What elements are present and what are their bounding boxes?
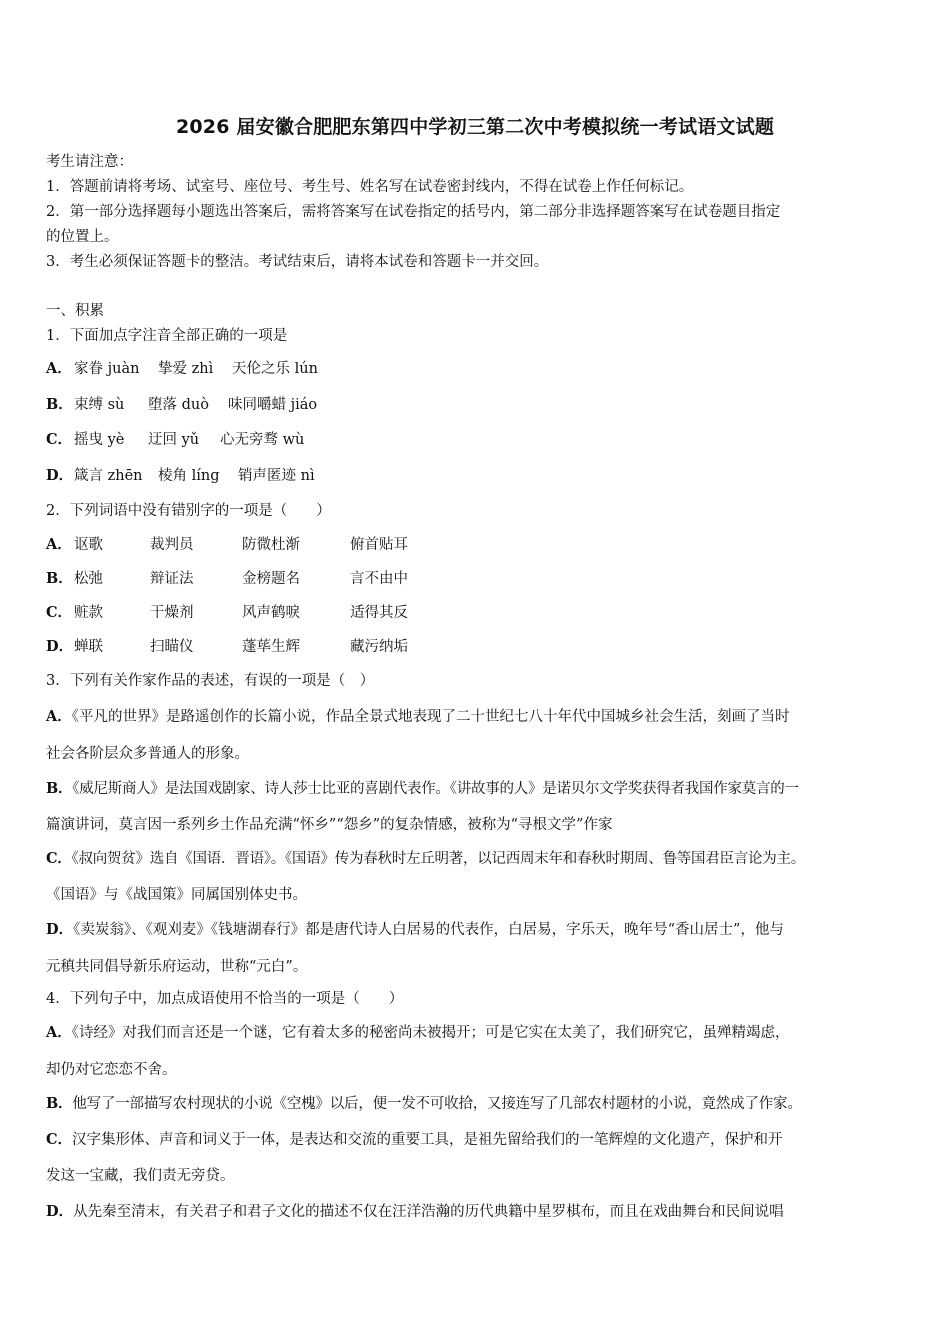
- option-text: 汉字集形体、声音和词义于一体，是表达和交流的重要工具，是祖先留给我们的一笔辉煌的文化遗产，保护和开: [72, 1132, 783, 1148]
- q3-option-b-cont: 篇演讲词，莫言因一系列乡土作品充满“怀乡”“怨乡”的复杂情感，被称为“寻根文学”作家: [46, 817, 613, 833]
- option-text: 《卖炭翁》、《观刈麦》《钱塘湖春行》都是唐代诗人白居易的代表作，白居易，字乐天，晚年号“香山居士”，他与: [73, 922, 784, 938]
- q3-option-d[interactable]: [46, 920, 784, 940]
- q4-option-d[interactable]: [46, 1202, 784, 1222]
- option-label: B．: [46, 780, 73, 797]
- option-item: 棱角 líng: [158, 468, 220, 484]
- q3-option-a-cont: 社会各阶层众多普通人的形象。: [46, 746, 249, 762]
- option-item: 箴言 zhēn: [74, 468, 143, 484]
- option-label: D．: [46, 921, 74, 938]
- option-item: 防微杜渐: [242, 537, 300, 553]
- question-3-stem: 3．下列有关作家作品的表述，有误的一项是（ ）: [46, 673, 375, 689]
- option-item: 蓬荜生辉: [242, 639, 300, 655]
- option-label: C．: [46, 1131, 73, 1148]
- section-heading: 一、积累: [46, 303, 104, 319]
- option-item: 赃款: [74, 605, 103, 621]
- option-label: C．: [46, 431, 73, 448]
- option-item: 蝉联: [74, 639, 103, 655]
- notice-item-3: 3．考生必须保证答题卡的整洁。考试结束后，请将本试卷和答题卡一并交回。: [46, 254, 549, 270]
- option-text: 他写了一部描写农村现状的小说《空槐》以后，便一发不可收拾，又接连写了几部农村题材的小说，竟然成了作家。: [72, 1096, 802, 1112]
- option-label: A．: [46, 536, 72, 553]
- question-2-stem: 2．下列词语中没有错别字的一项是（ ）: [46, 503, 331, 519]
- option-item: 讴歌: [74, 537, 103, 553]
- option-item: 束缚 sù: [74, 397, 125, 413]
- q3-option-b[interactable]: [46, 779, 799, 799]
- q4-option-c[interactable]: [46, 1130, 783, 1150]
- q4-option-c-cont: 发这一宝藏，我们责无旁贷。: [46, 1168, 235, 1184]
- option-text: 《平凡的世界》是路遥创作的长篇小说，作品全景式地表现了二十世纪七八十年代中国城乡社会生活，刻画了当时: [71, 709, 790, 725]
- option-text: 《诗经》对我们而言还是一个谜，它有着太多的秘密尚未被揭开；可是它实在太美了，我们研究它，虽殚精竭虑，: [71, 1025, 790, 1041]
- option-item: 扫瞄仪: [150, 639, 194, 655]
- option-item: 天伦之乐 lún: [232, 361, 318, 377]
- question-1-stem: 1．下面加点字注音全部正确的一项是: [46, 328, 288, 344]
- option-item: 销声匿迹 nì: [238, 468, 315, 484]
- notice-item-1: 1．答题前请将考场、试室号、座位号、考生号、姓名写在试卷密封线内，不得在试卷上作任何标记。: [46, 179, 694, 195]
- q3-option-c-cont: 《国语》与《战国策》同属国别体史书。: [46, 887, 307, 903]
- option-label: C．: [46, 850, 72, 867]
- option-item: 干燥剂: [150, 605, 194, 621]
- notice-item-2-cont: 的位置上。: [46, 229, 119, 245]
- option-label: B．: [46, 396, 73, 413]
- option-label: B．: [46, 570, 73, 587]
- option-item: 裁判员: [150, 537, 194, 553]
- option-item: 松弛: [74, 571, 103, 587]
- option-label: D．: [46, 638, 74, 655]
- notice-item-2: 2．第一部分选择题每小题选出答案后，需将答案写在试卷指定的括号内，第二部分非选择题答案写在试卷题目指定: [46, 204, 781, 220]
- q3-option-d-cont: 元稹共同倡导新乐府运动，世称“元白”。: [46, 959, 308, 975]
- option-label: A．: [46, 708, 72, 725]
- option-text: 《叔向贺贫》选自《国语．晋语》。《国语》传为春秋时左丘明著，以记西周末年和春秋时期周、鲁等国君臣言论为主。: [71, 851, 806, 867]
- q4-option-a[interactable]: [46, 1023, 790, 1043]
- q3-option-c[interactable]: [46, 849, 805, 869]
- option-label: C．: [46, 604, 73, 621]
- option-item: 味同嚼蜡 jiáo: [228, 397, 318, 413]
- option-item: 堕落 duò: [148, 397, 209, 413]
- q3-option-a[interactable]: [46, 707, 790, 727]
- option-item: 言不由中: [350, 571, 408, 587]
- question-4-stem: 4．下列句子中，加点成语使用不恰当的一项是（ ）: [46, 991, 404, 1007]
- q4-option-a-cont: 却仍对它恋恋不舍。: [46, 1062, 177, 1078]
- q4-option-b[interactable]: [46, 1094, 802, 1114]
- option-item: 挚爱 zhì: [158, 361, 214, 377]
- option-text: 从先秦至清末，有关君子和君子文化的描述不仅在汪洋浩瀚的历代典籍中星罗棋布，而且在戏曲舞台和民间说唱: [73, 1204, 784, 1220]
- option-label: A．: [46, 360, 72, 377]
- option-label: B．: [46, 1095, 73, 1112]
- option-item: 摇曳 yè: [74, 432, 125, 448]
- option-label: D．: [46, 467, 74, 484]
- option-item: 适得其反: [350, 605, 408, 621]
- notice-heading: 考生请注意：: [46, 154, 133, 170]
- option-label: D．: [46, 1203, 74, 1220]
- option-item: 风声鹤唳: [242, 605, 300, 621]
- option-item: 藏污纳垢: [350, 639, 408, 655]
- option-item: 辩证法: [150, 571, 194, 587]
- option-item: 金榜题名: [242, 571, 300, 587]
- option-label: A．: [46, 1024, 72, 1041]
- page-title: 2026 届安徽合肥肥东第四中学初三第二次中考模拟统一考试语文试题: [175, 116, 775, 138]
- option-item: 心无旁骛 wù: [220, 432, 305, 448]
- option-text: 《威尼斯商人》是法国戏剧家、诗人莎士比亚的喜剧代表作。《讲故事的人》是诺贝尔文学奖获得者我国作家莫言的一: [72, 781, 799, 797]
- option-item: 迂回 yǔ: [148, 432, 200, 448]
- option-item: 家眷 juàn: [74, 361, 140, 377]
- option-item: 俯首贴耳: [350, 537, 408, 553]
